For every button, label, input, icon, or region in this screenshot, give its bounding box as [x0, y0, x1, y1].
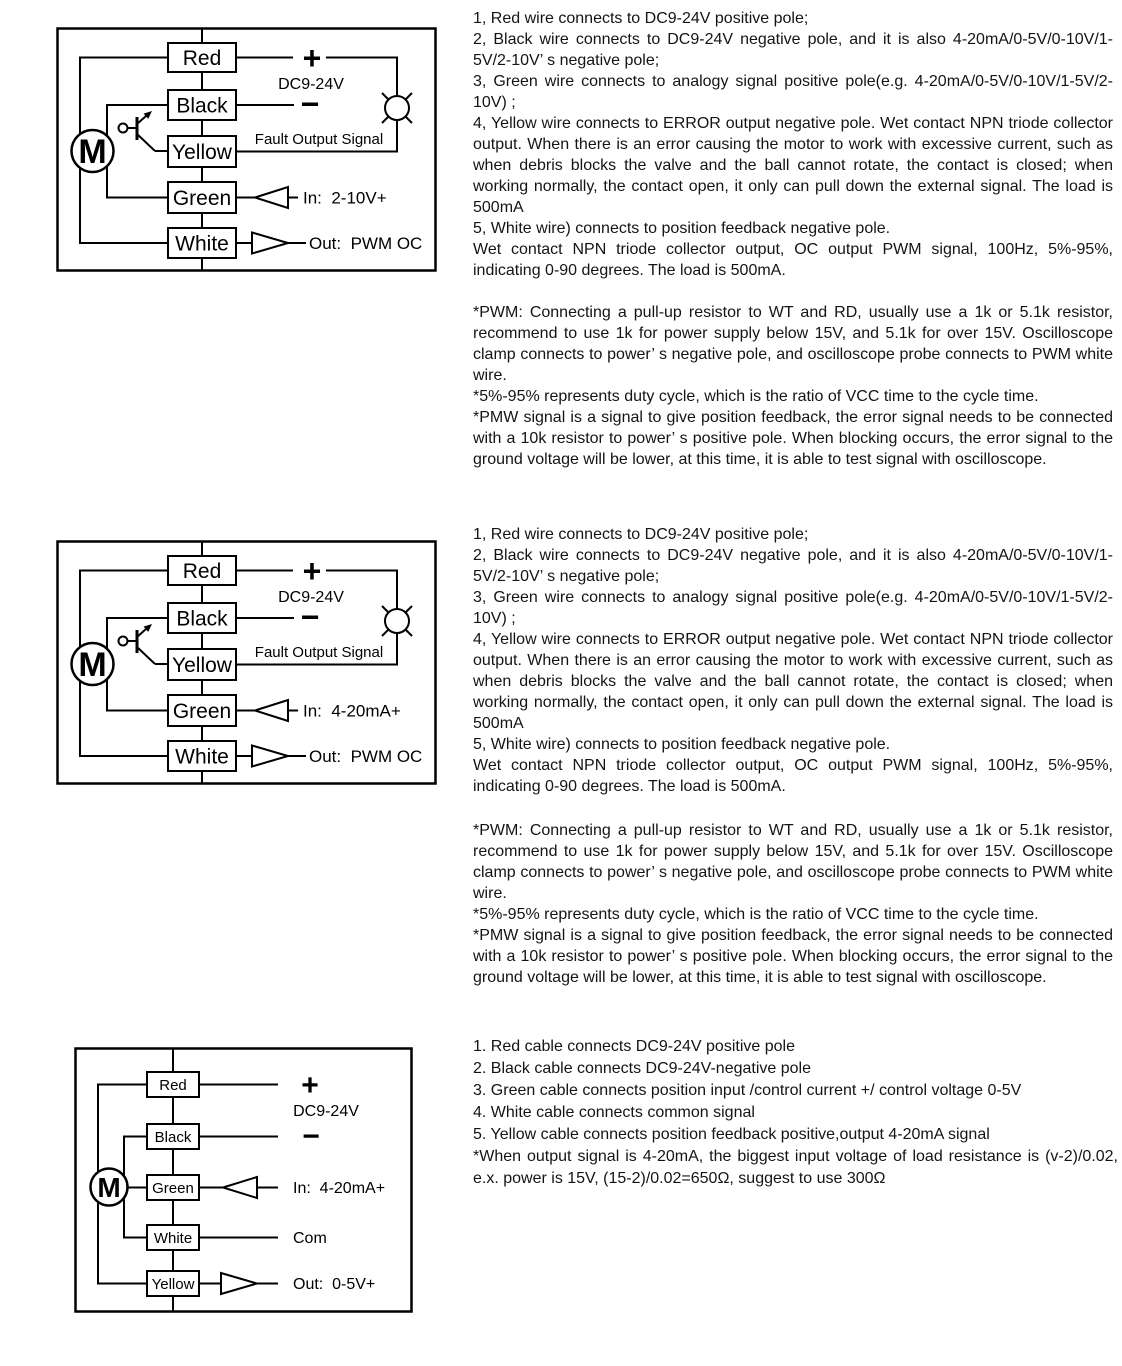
output-signal-label: Out: PWM OC: [309, 747, 423, 766]
motor-label: M: [78, 133, 107, 171]
wire-box-red: [168, 556, 236, 585]
wire-box-green: [147, 1175, 199, 1200]
svg-text:Yellow: Yellow: [172, 141, 232, 164]
input-arrow-icon: [255, 187, 288, 208]
pwm-note-1: [473, 302, 1113, 470]
instruction-item: 1, Red wire connects to DC9-24V positive pole;: [473, 10, 809, 27]
minus-symbol: −: [302, 1120, 320, 1153]
power-rating-label: DC9-24V: [293, 1103, 359, 1120]
input-signal-label: In: 4-20mA+: [303, 701, 401, 721]
note-item: *5%-95% represents duty cycle, which is the ratio of VCC time to the cycle time.: [473, 906, 1039, 923]
wire-box-white: [168, 228, 236, 258]
note-item: *5%-95% represents duty cycle, which is the ratio of VCC time to the cycle time.: [473, 388, 1039, 405]
npn-transistor-icon: [119, 624, 169, 664]
wire-box-white: [168, 741, 236, 771]
instruction-item: 3, Green wire connects to analogy signal positive pole(e.g. 4-20mA/0-5V/0-10V/1-5V/2-10V) ;: [473, 589, 1113, 627]
instruction-item: *When output signal is 4-20mA, the biggest input voltage of load resistance is (v-2)/0.02, e.x. power is 15V, (15-2)/0.02=650Ω, suggest to use 300Ω: [473, 1148, 1118, 1187]
note-item: *PWM: Connecting a pull-up resistor to WT and RD, usually use a 1k or 5.1k resistor, recommend to use 1k for power supply below 15V, and 5.1k for over 15V. Oscilloscope clamp connects to power’ s negative pole, and oscilloscope probe connects to PWM white wire.: [473, 304, 1113, 384]
output-arrow-icon: [252, 233, 288, 254]
pwm-note-2: [473, 820, 1113, 988]
wire-box-black: [147, 1124, 199, 1149]
output-signal-label: Out: PWM OC: [309, 234, 423, 253]
svg-text:White: White: [175, 745, 229, 769]
plus-symbol: +: [301, 1069, 319, 1102]
input-arrow-icon: [223, 1177, 257, 1198]
note-item: *PWM: Connecting a pull-up resistor to WT and RD, usually use a 1k or 5.1k resistor, recommend to use 1k for power supply below 15V, and 5.1k for over 15V. Oscilloscope clamp connects to power’ s negative pole, and oscilloscope probe connects to PWM white wire.: [473, 822, 1113, 902]
instruction-item: 2, Black wire connects to DC9-24V negative pole, and it is also 4-20mA/0-5V/0-10V/1-5V/2-10V’ s negative pole;: [473, 31, 1113, 69]
instruction-item: 4, Yellow wire connects to ERROR output negative pole. Wet contact NPN triode collector output. When there is an error causing the motor to work with excessive current, such as when debris blocks the valve and the ball cannot rotate, the contact is closed; when working normally, the contact open, it only can pull down the external signal. The load is 500mA: [473, 631, 1113, 732]
input-signal-label: In: 2-10V+: [303, 188, 387, 208]
output-arrow-icon: [221, 1273, 257, 1294]
motor-symbol: [72, 130, 114, 172]
fault-output-label: Fault Output Signal: [254, 131, 384, 148]
instructions-block-3: [473, 1036, 1118, 1190]
instructions-block-2: [473, 524, 1113, 797]
fault-lamp-icon: [382, 606, 412, 636]
svg-text:Black: Black: [154, 1129, 192, 1146]
instruction-item: 2. Black cable connects DC9-24V-negative pole: [473, 1060, 811, 1077]
fault-lamp-icon: [382, 93, 412, 123]
instruction-item: 1. Red cable connects DC9-24V positive pole: [473, 1038, 795, 1055]
power-rating-label: DC9-24V: [278, 589, 344, 606]
wire-box-white: [147, 1225, 199, 1250]
common-signal-label: Com: [293, 1230, 327, 1247]
svg-text:White: White: [153, 1230, 193, 1247]
instruction-item: 3, Green wire connects to analogy signal positive pole(e.g. 4-20mA/0-5V/0-10V/1-5V/2-10V) ;: [473, 73, 1113, 111]
instruction-item: 4, Yellow wire connects to ERROR output negative pole. Wet contact NPN triode collector output. When there is an error causing the motor to work with excessive current, such as when debris blocks the valve and the ball cannot rotate, the contact is closed; when working normally, the contact open, it only can pull down the external signal. The load is 500mA: [473, 115, 1113, 216]
svg-text:Green: Green: [172, 700, 232, 723]
minus-symbol: −: [300, 86, 320, 122]
input-signal-label: In: 4-20mA+: [293, 1180, 386, 1197]
instruction-item: 1, Red wire connects to DC9-24V positive pole;: [473, 526, 809, 543]
svg-text:White: White: [175, 232, 229, 256]
output-signal-label: Out: 0-5V+: [293, 1276, 376, 1293]
instruction-item: Wet contact NPN triode collector output, OC output PWM signal, 100Hz, 5%-95%, indicating 0-90 degrees. The load is 500mA.: [473, 241, 1113, 279]
motor-label: M: [78, 646, 107, 684]
note-item: *PMW signal is a signal to give position feedback, the error signal needs to be connected with a 10k resistor to power’ s positive pole. When blocking occurs, the error signal to the ground voltage will be lower, at this time, it is able to test signal with oscilloscope.: [473, 927, 1113, 986]
wire-box-black: [168, 90, 236, 120]
svg-text:Red: Red: [182, 47, 222, 70]
wiring-diagram-4-20ma: [56, 540, 437, 785]
npn-transistor-icon: [119, 111, 169, 151]
svg-text:Black: Black: [176, 607, 228, 631]
instructions-block-1: [473, 8, 1113, 281]
wire-box-green: [168, 695, 236, 726]
motor-label: M: [97, 1172, 121, 1203]
wire-box-red: [168, 43, 236, 72]
svg-text:Black: Black: [176, 94, 228, 118]
instruction-item: 4. White cable connects common signal: [473, 1104, 755, 1121]
svg-text:Green: Green: [172, 187, 232, 210]
instruction-item: 3. Green cable connects position input /control current +/ control voltage 0-5V: [473, 1082, 1022, 1099]
plus-symbol: +: [302, 553, 322, 589]
plus-symbol: +: [302, 40, 322, 76]
instruction-item: 5. Yellow cable connects position feedback positive,output 4-20mA signal: [473, 1126, 990, 1143]
motor-symbol: [72, 643, 114, 685]
svg-text:Yellow: Yellow: [151, 1276, 195, 1293]
svg-text:Yellow: Yellow: [172, 654, 232, 677]
instruction-item: 2, Black wire connects to DC9-24V negative pole, and it is also 4-20mA/0-5V/0-10V/1-5V/2-10V’ s negative pole;: [473, 547, 1113, 585]
power-rating-label: DC9-24V: [278, 76, 344, 93]
note-item: *PMW signal is a signal to give position feedback, the error signal needs to be connected with a 10k resistor to power’ s positive pole. When blocking occurs, the error signal to the ground voltage will be lower, at this time, it is able to test signal with oscilloscope.: [473, 409, 1113, 468]
wire-box-yellow: [168, 649, 236, 680]
instruction-item: Wet contact NPN triode collector output, OC output PWM signal, 100Hz, 5%-95%, indicating 0-90 degrees. The load is 500mA.: [473, 757, 1113, 795]
wire-box-black: [168, 603, 236, 633]
wire-box-yellow: [147, 1271, 199, 1296]
motor-symbol: [91, 1169, 128, 1206]
input-arrow-icon: [255, 700, 288, 721]
wiring-diagram-0-5v: [74, 1047, 413, 1313]
fault-output-label: Fault Output Signal: [254, 644, 384, 661]
wire-box-green: [168, 182, 236, 213]
output-arrow-icon: [252, 746, 288, 767]
wiring-diagram-2-10v: [56, 27, 437, 272]
instruction-item: 5, White wire) connects to position feedback negative pole.: [473, 736, 891, 753]
wire-box-yellow: [168, 136, 236, 167]
svg-text:Green: Green: [152, 1180, 194, 1197]
svg-text:Red: Red: [182, 560, 222, 583]
instruction-item: 5, White wire) connects to position feedback negative pole.: [473, 220, 891, 237]
svg-text:Red: Red: [159, 1077, 187, 1094]
minus-symbol: −: [300, 599, 320, 635]
wire-box-red: [147, 1072, 199, 1097]
